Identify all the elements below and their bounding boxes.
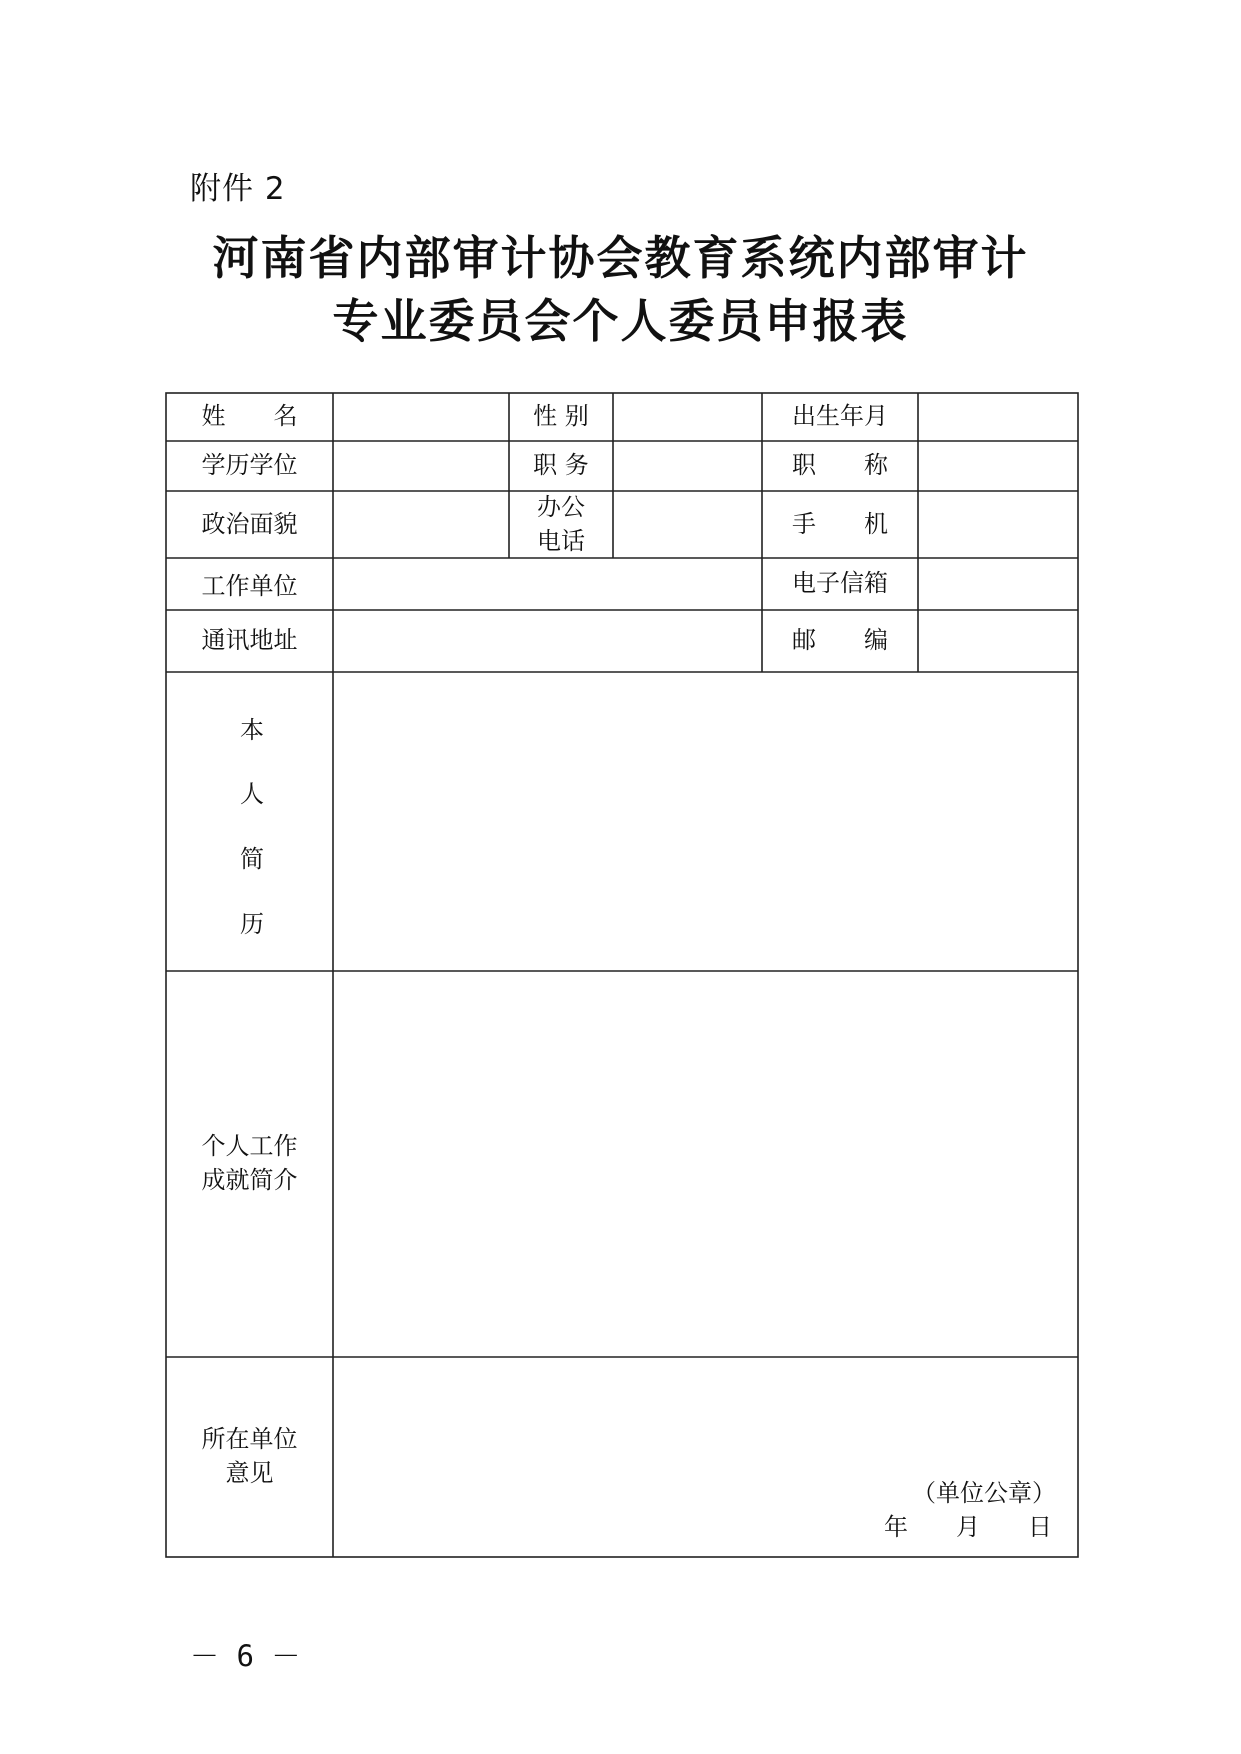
achievements-field[interactable]: [333, 971, 1078, 1357]
resume-char-3: 简: [240, 845, 264, 873]
gender-field[interactable]: [613, 393, 762, 441]
title-label: 职 称: [792, 451, 888, 480]
office-phone-label-line1: 办公: [537, 492, 585, 521]
office-phone-label-line2: 电话: [537, 526, 585, 555]
birth-field[interactable]: [918, 393, 1078, 441]
attachment-label: 附件 2: [190, 171, 286, 207]
achievements-label-line1: 个人工作: [201, 1132, 298, 1161]
title-field[interactable]: [918, 441, 1078, 491]
office-phone-label: [509, 491, 613, 558]
position-label: 职 务: [533, 451, 589, 480]
form-title-line2: 专业委员会个人委员申报表: [332, 294, 909, 348]
date-label: 年 月 日: [884, 1513, 1052, 1541]
opinion-label-line2: 意见: [225, 1459, 274, 1487]
email-field[interactable]: [918, 558, 1078, 610]
resume-char-4: 历: [240, 910, 264, 938]
education-label: 学历学位: [201, 451, 298, 480]
resume-char-2: 人: [240, 780, 264, 808]
form-title-line1: 河南省内部审计协会教育系统内部审计: [212, 231, 1029, 285]
address-label: 通讯地址: [201, 626, 298, 655]
page-number: － 6 －: [190, 1639, 301, 1673]
gender-label: 性 别: [533, 402, 589, 431]
achievements-label: [166, 971, 333, 1357]
office-phone-field[interactable]: [613, 491, 762, 558]
email-label: 电子信箱: [792, 569, 888, 598]
postcode-label: 邮 编: [792, 626, 888, 655]
resume-char-1: 本: [240, 716, 264, 744]
seal-label: （单位公章）: [912, 1479, 1056, 1507]
workplace-label: 工作单位: [201, 572, 298, 600]
name-label: 姓 名: [201, 402, 298, 431]
postcode-field[interactable]: [918, 610, 1078, 672]
education-field[interactable]: [333, 441, 509, 491]
address-field[interactable]: [333, 610, 762, 672]
position-field[interactable]: [613, 441, 762, 491]
opinion-label-line1: 所在单位: [201, 1425, 298, 1454]
achievements-label-line2: 成就简介: [201, 1166, 298, 1194]
name-field[interactable]: [333, 393, 509, 441]
birth-label: 出生年月: [792, 402, 888, 431]
political-field[interactable]: [333, 491, 509, 558]
mobile-field[interactable]: [918, 491, 1078, 558]
resume-field[interactable]: [333, 672, 1078, 971]
political-label: 政治面貌: [201, 509, 298, 538]
mobile-label: 手 机: [792, 509, 888, 538]
opinion-label: [166, 1357, 333, 1557]
workplace-field[interactable]: [333, 558, 762, 610]
